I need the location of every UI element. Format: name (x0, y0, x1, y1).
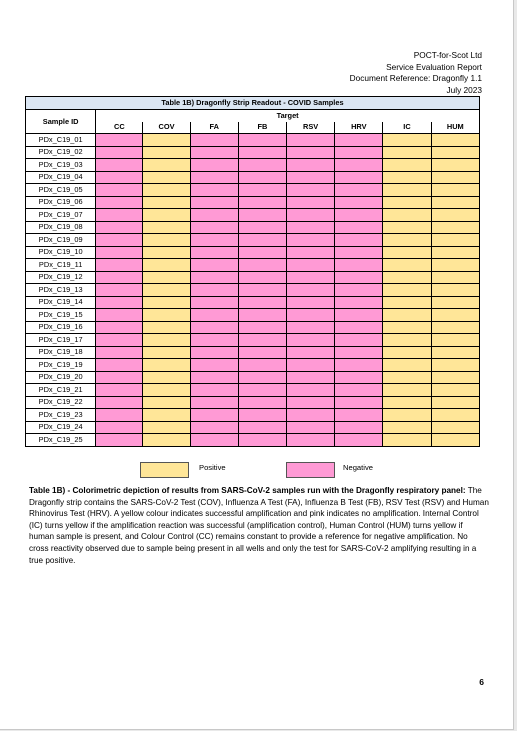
column-header-cov: COV (143, 122, 190, 134)
result-cell-ic (383, 334, 431, 347)
negative-legend-label: Negative (343, 463, 373, 472)
result-cell-fb (238, 246, 286, 259)
result-cell-cc (96, 146, 143, 159)
result-cell-cov (143, 171, 190, 184)
result-cell-hum (431, 396, 479, 409)
result-cell-cov (143, 134, 190, 147)
result-cell-hrv (335, 171, 383, 184)
table-row (26, 396, 480, 409)
result-cell-fb (238, 371, 286, 384)
header-report: Service Evaluation Report (386, 61, 482, 72)
result-cell-hum (431, 146, 479, 159)
result-cell-rsv (287, 384, 335, 397)
result-cell-fa (190, 159, 238, 172)
result-cell-cc (96, 171, 143, 184)
sample-id-cell: PDx_C19_12 (26, 271, 96, 284)
result-cell-fb (238, 221, 286, 234)
result-cell-cc (96, 221, 143, 234)
sample-id-header: Sample ID (26, 110, 96, 134)
sample-id-cell: PDx_C19_02 (26, 146, 96, 159)
result-cell-ic (383, 209, 431, 222)
result-cell-ic (383, 309, 431, 322)
result-cell-hum (431, 434, 479, 447)
result-cell-cc (96, 371, 143, 384)
result-cell-fa (190, 171, 238, 184)
result-cell-rsv (287, 409, 335, 422)
result-cell-cc (96, 421, 143, 434)
result-cell-ic (383, 221, 431, 234)
result-cell-cc (96, 346, 143, 359)
result-cell-cov (143, 334, 190, 347)
result-cell-fa (190, 134, 238, 147)
result-cell-cov (143, 209, 190, 222)
table-row (26, 296, 480, 309)
result-cell-fa (190, 334, 238, 347)
result-cell-fa (190, 321, 238, 334)
header-date: July 2023 (446, 84, 482, 95)
sample-id-cell: PDx_C19_10 (26, 246, 96, 259)
result-cell-fb (238, 234, 286, 247)
result-cell-cov (143, 271, 190, 284)
result-cell-cc (96, 296, 143, 309)
result-cell-hum (431, 234, 479, 247)
result-cell-fa (190, 234, 238, 247)
result-cell-hrv (335, 434, 383, 447)
sample-id-cell: PDx_C19_19 (26, 359, 96, 372)
result-cell-ic (383, 196, 431, 209)
table-row (26, 134, 480, 147)
table-row (26, 184, 480, 197)
result-cell-hum (431, 421, 479, 434)
result-cell-hum (431, 159, 479, 172)
result-cell-rsv (287, 359, 335, 372)
table-row (26, 246, 480, 259)
result-cell-cc (96, 396, 143, 409)
result-cell-cc (96, 384, 143, 397)
caption-title: Table 1B) - Colorimetric depiction of results from SARS-CoV-2 samples run with the Dragonfly respiratory panel: (29, 486, 466, 495)
result-cell-fb (238, 184, 286, 197)
result-cell-rsv (287, 421, 335, 434)
result-cell-hum (431, 359, 479, 372)
document-header (350, 50, 482, 96)
result-cell-fb (238, 284, 286, 297)
sample-id-cell: PDx_C19_16 (26, 321, 96, 334)
result-cell-rsv (287, 309, 335, 322)
result-cell-fa (190, 309, 238, 322)
result-cell-rsv (287, 296, 335, 309)
result-cell-cc (96, 309, 143, 322)
result-cell-fb (238, 159, 286, 172)
result-cell-rsv (287, 284, 335, 297)
results-table (25, 96, 480, 447)
result-cell-fb (238, 409, 286, 422)
table-row (26, 434, 480, 447)
table-row (26, 309, 480, 322)
sample-id-cell: PDx_C19_01 (26, 134, 96, 147)
result-cell-ic (383, 384, 431, 397)
result-cell-ic (383, 146, 431, 159)
result-cell-ic (383, 184, 431, 197)
result-cell-cc (96, 159, 143, 172)
result-cell-cov (143, 221, 190, 234)
result-cell-ic (383, 346, 431, 359)
negative-swatch (286, 462, 335, 478)
result-cell-fb (238, 171, 286, 184)
result-cell-hrv (335, 384, 383, 397)
sample-id-cell: PDx_C19_07 (26, 209, 96, 222)
column-header-cc: CC (96, 122, 143, 134)
result-cell-cov (143, 409, 190, 422)
result-cell-ic (383, 246, 431, 259)
result-cell-rsv (287, 184, 335, 197)
table-caption (29, 485, 489, 566)
result-cell-cc (96, 196, 143, 209)
result-cell-fb (238, 396, 286, 409)
caption-body: The Dragonfly strip contains the SARS-CoV-2 Test (COV), Influenza A Test (FA), Influenza B Test (FB), RSV Test (RSV) and Human Rhinovirus Test (HRV). A yellow colour indicates successful amplification and pink indicates no amplification. Internal Control (IC) turns yellow if the amplification reaction was successful (amplification control), Human Control (HUM) turns yellow if human sample is present, and Colour Control (CC) remains constant to provide a reference for negative amplification. No cross reactivity observed due to sample being present in all wells and only the test for SARS-CoV-2 amplifying resulting in a true positive. (29, 486, 489, 565)
result-cell-rsv (287, 396, 335, 409)
result-cell-hum (431, 309, 479, 322)
column-header-hrv: HRV (335, 122, 383, 134)
result-cell-rsv (287, 246, 335, 259)
result-cell-fb (238, 196, 286, 209)
result-cell-hum (431, 196, 479, 209)
result-cell-fa (190, 284, 238, 297)
result-cell-hrv (335, 346, 383, 359)
result-cell-cc (96, 184, 143, 197)
result-cell-fa (190, 221, 238, 234)
sample-id-cell: PDx_C19_03 (26, 159, 96, 172)
result-cell-rsv (287, 234, 335, 247)
result-cell-hum (431, 271, 479, 284)
result-cell-cov (143, 371, 190, 384)
result-cell-hum (431, 221, 479, 234)
table-row (26, 359, 480, 372)
positive-swatch (140, 462, 189, 478)
table-row (26, 421, 480, 434)
result-cell-rsv (287, 171, 335, 184)
result-cell-hum (431, 209, 479, 222)
column-header-ic: IC (383, 122, 431, 134)
result-cell-cc (96, 359, 143, 372)
result-cell-rsv (287, 346, 335, 359)
result-cell-ic (383, 259, 431, 272)
sample-id-cell: PDx_C19_22 (26, 396, 96, 409)
column-header-fa: FA (190, 122, 238, 134)
result-cell-fa (190, 409, 238, 422)
result-cell-ic (383, 159, 431, 172)
result-cell-hrv (335, 221, 383, 234)
result-cell-fb (238, 346, 286, 359)
result-cell-cov (143, 146, 190, 159)
sample-id-cell: PDx_C19_08 (26, 221, 96, 234)
result-cell-cov (143, 159, 190, 172)
result-cell-cov (143, 359, 190, 372)
result-cell-cc (96, 321, 143, 334)
result-cell-cc (96, 434, 143, 447)
table-row (26, 234, 480, 247)
result-cell-fa (190, 396, 238, 409)
result-cell-hrv (335, 134, 383, 147)
table-row (26, 371, 480, 384)
result-cell-hrv (335, 334, 383, 347)
result-cell-ic (383, 296, 431, 309)
results-body (26, 134, 480, 447)
table-row (26, 409, 480, 422)
result-cell-fa (190, 146, 238, 159)
result-cell-hrv (335, 259, 383, 272)
table-row (26, 271, 480, 284)
result-cell-cc (96, 284, 143, 297)
result-cell-rsv (287, 196, 335, 209)
table-row (26, 259, 480, 272)
sample-id-cell: PDx_C19_11 (26, 259, 96, 272)
result-cell-rsv (287, 146, 335, 159)
result-cell-ic (383, 321, 431, 334)
result-cell-rsv (287, 259, 335, 272)
result-cell-hrv (335, 359, 383, 372)
result-cell-cc (96, 334, 143, 347)
result-cell-rsv (287, 434, 335, 447)
result-cell-cov (143, 296, 190, 309)
sample-id-cell: PDx_C19_23 (26, 409, 96, 422)
result-cell-hrv (335, 246, 383, 259)
result-cell-hrv (335, 234, 383, 247)
result-cell-ic (383, 359, 431, 372)
result-cell-fb (238, 384, 286, 397)
result-cell-ic (383, 171, 431, 184)
page-number: 6 (479, 677, 484, 687)
sample-id-cell: PDx_C19_24 (26, 421, 96, 434)
result-cell-fb (238, 259, 286, 272)
result-cell-cc (96, 259, 143, 272)
result-cell-hum (431, 171, 479, 184)
result-cell-hrv (335, 409, 383, 422)
result-cell-cov (143, 284, 190, 297)
result-cell-fb (238, 359, 286, 372)
sample-id-cell: PDx_C19_15 (26, 309, 96, 322)
table-row (26, 146, 480, 159)
result-cell-ic (383, 234, 431, 247)
result-cell-fb (238, 209, 286, 222)
result-cell-rsv (287, 134, 335, 147)
result-cell-fa (190, 346, 238, 359)
result-cell-fb (238, 434, 286, 447)
result-cell-fb (238, 296, 286, 309)
result-cell-hum (431, 259, 479, 272)
result-cell-hum (431, 134, 479, 147)
table-row (26, 196, 480, 209)
result-cell-cov (143, 346, 190, 359)
result-cell-fb (238, 134, 286, 147)
result-cell-cov (143, 246, 190, 259)
result-cell-hrv (335, 184, 383, 197)
result-cell-ic (383, 371, 431, 384)
target-header: Target (96, 110, 480, 122)
result-cell-fa (190, 246, 238, 259)
result-cell-hum (431, 409, 479, 422)
result-cell-fa (190, 296, 238, 309)
table-row (26, 171, 480, 184)
result-cell-cc (96, 209, 143, 222)
result-cell-ic (383, 434, 431, 447)
result-cell-hrv (335, 371, 383, 384)
column-header-hum: HUM (431, 122, 479, 134)
table-row (26, 221, 480, 234)
result-cell-fa (190, 184, 238, 197)
result-cell-hum (431, 246, 479, 259)
result-cell-cc (96, 271, 143, 284)
result-cell-hum (431, 296, 479, 309)
sample-id-cell: PDx_C19_21 (26, 384, 96, 397)
result-cell-cc (96, 409, 143, 422)
result-cell-cov (143, 421, 190, 434)
result-cell-cc (96, 246, 143, 259)
result-cell-cov (143, 321, 190, 334)
sample-id-cell: PDx_C19_20 (26, 371, 96, 384)
result-cell-hum (431, 284, 479, 297)
header-doc-ref: Document Reference: Dragonfly 1.1 (349, 73, 482, 84)
result-cell-fb (238, 421, 286, 434)
result-cell-fa (190, 259, 238, 272)
sample-id-cell: PDx_C19_14 (26, 296, 96, 309)
result-cell-ic (383, 271, 431, 284)
header-org: POCT-for-Scot Ltd (413, 50, 482, 60)
result-cell-cc (96, 134, 143, 147)
result-cell-hrv (335, 271, 383, 284)
column-header-rsv: RSV (287, 122, 335, 134)
positive-legend-label: Positive (199, 463, 226, 472)
result-cell-rsv (287, 209, 335, 222)
result-cell-rsv (287, 371, 335, 384)
result-cell-ic (383, 284, 431, 297)
result-cell-hrv (335, 196, 383, 209)
result-cell-fb (238, 309, 286, 322)
result-cell-cov (143, 234, 190, 247)
result-cell-cov (143, 434, 190, 447)
sample-id-cell: PDx_C19_25 (26, 434, 96, 447)
table-row (26, 159, 480, 172)
result-cell-fb (238, 321, 286, 334)
table-row (26, 334, 480, 347)
result-cell-fa (190, 434, 238, 447)
sample-id-cell: PDx_C19_18 (26, 346, 96, 359)
result-cell-cc (96, 234, 143, 247)
table-row (26, 384, 480, 397)
sample-id-cell: PDx_C19_17 (26, 334, 96, 347)
result-cell-rsv (287, 159, 335, 172)
result-cell-cov (143, 396, 190, 409)
result-cell-hrv (335, 321, 383, 334)
result-cell-hrv (335, 396, 383, 409)
result-cell-ic (383, 409, 431, 422)
result-cell-fb (238, 334, 286, 347)
result-cell-ic (383, 396, 431, 409)
sample-id-cell: PDx_C19_13 (26, 284, 96, 297)
result-cell-ic (383, 134, 431, 147)
table-row (26, 346, 480, 359)
result-cell-hum (431, 321, 479, 334)
result-cell-fb (238, 271, 286, 284)
result-cell-hrv (335, 309, 383, 322)
result-cell-fa (190, 196, 238, 209)
table-row (26, 284, 480, 297)
sample-id-cell: PDx_C19_09 (26, 234, 96, 247)
result-cell-hrv (335, 159, 383, 172)
column-header-fb: FB (238, 122, 286, 134)
sample-id-cell: PDx_C19_05 (26, 184, 96, 197)
table-title: Table 1B) Dragonfly Strip Readout - COVID Samples (26, 97, 480, 110)
result-cell-cov (143, 259, 190, 272)
result-cell-fa (190, 271, 238, 284)
result-cell-rsv (287, 271, 335, 284)
sample-id-cell: PDx_C19_04 (26, 171, 96, 184)
result-cell-fb (238, 146, 286, 159)
result-cell-cov (143, 309, 190, 322)
result-cell-fa (190, 384, 238, 397)
result-cell-fa (190, 371, 238, 384)
result-cell-fa (190, 359, 238, 372)
result-cell-hum (431, 384, 479, 397)
result-cell-fa (190, 209, 238, 222)
result-cell-rsv (287, 221, 335, 234)
table-row (26, 209, 480, 222)
result-cell-hrv (335, 296, 383, 309)
sample-id-cell: PDx_C19_06 (26, 196, 96, 209)
result-cell-hrv (335, 284, 383, 297)
result-cell-hum (431, 371, 479, 384)
table-row (26, 321, 480, 334)
result-cell-ic (383, 421, 431, 434)
result-cell-hum (431, 334, 479, 347)
result-cell-cov (143, 196, 190, 209)
result-cell-cov (143, 184, 190, 197)
result-cell-hrv (335, 146, 383, 159)
result-cell-hrv (335, 421, 383, 434)
result-cell-hrv (335, 209, 383, 222)
result-cell-cov (143, 384, 190, 397)
result-cell-hum (431, 346, 479, 359)
result-cell-rsv (287, 334, 335, 347)
result-cell-fa (190, 421, 238, 434)
result-cell-rsv (287, 321, 335, 334)
result-cell-hum (431, 184, 479, 197)
